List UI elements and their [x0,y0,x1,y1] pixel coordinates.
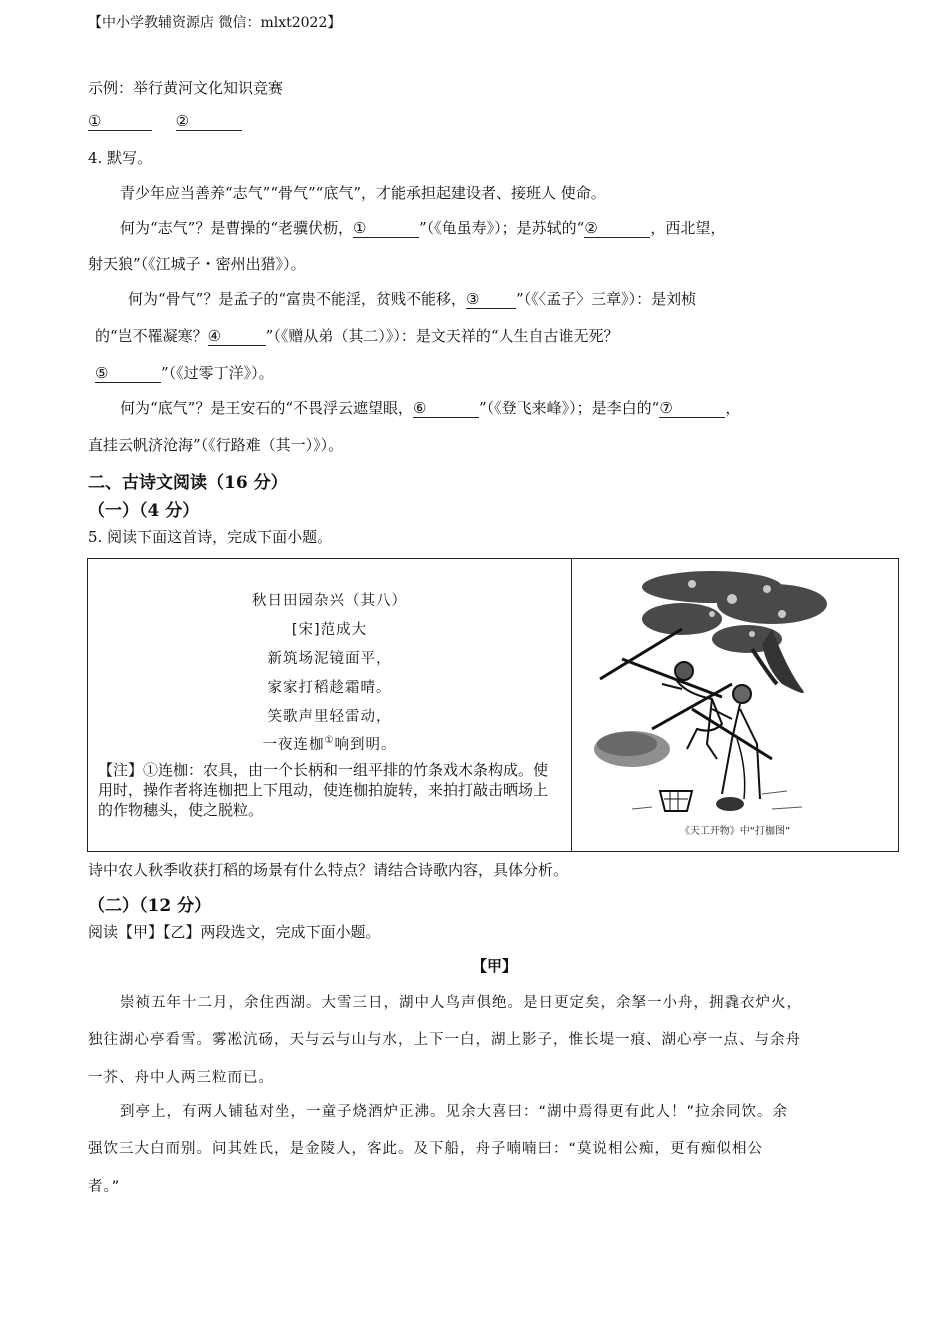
section2-title: 二、古诗文阅读（16 分） [88,473,288,493]
threshing-illustration [572,559,898,851]
blank-1[interactable]: ① [88,112,152,131]
q4-line5 [95,362,274,383]
q4-line3 [128,288,696,309]
part2-title: （二）（12 分） [88,896,212,916]
q4-line6-text-e: ， [725,399,741,417]
passage-p1-line3: 一芥、舟中人两三粒而已。 [88,1070,274,1086]
q4-line3-text-a: 何为“骨气”？是孟子的“富贵不能淫，贫贱不能移， [128,290,467,308]
jia-label: 【甲】 [472,957,518,975]
passage-p1-line2: 独往湖心亭看雪。雾凇沆砀，天与云与山与水，上下一白，湖上影子，惟长堤一痕、湖心亭一点、与余舟 [88,1032,801,1048]
poem-line-3: 笑歌声里轻雷动， [267,709,392,725]
poem-note: 【注】①连枷：农具，由一个长柄和一组平排的竹条戏木条构成。使用时，操作者将连枷把上下甩动，使连枷拍旋转，来拍打敲击晒场上的作物穗头，使之脱粒。 [98,761,549,819]
blank-q4-1[interactable]: ① [353,219,419,238]
passage-p2-line3: 者。” [88,1179,121,1195]
example-blanks [88,112,242,131]
q4-title: 4. 默写。 [88,149,153,167]
blank-q4-4[interactable]: ④ [208,327,266,346]
q4-line3-text-c: ”（《〈孟子〉三章》）：是刘桢 [516,290,697,308]
blank-q4-7[interactable]: ⑦ [659,399,725,418]
poem-cell [88,559,572,851]
q5-question: 诗中农人秋季收获打稻的场景有什么特点？请结合诗歌内容，具体分析。 [88,861,569,879]
read-intro: 阅读【甲】【乙】两段选文，完成下面小题。 [88,923,381,941]
q4-line1-text-c: ”（《龟虽寿》）；是苏轼的“ [419,219,585,237]
poem-author: [宋]范成大 [291,622,368,638]
blank-q4-3[interactable]: ③ [466,290,516,309]
q4-line6 [120,397,740,418]
q4-line7: 直挂云帆济沧海”（《行路难（其一）》）。 [88,436,344,454]
q4-line1-text-a: 何为“志气”？是曹操的“老骥伏枥， [120,219,354,237]
q4-line6-text-c: ”（《登飞来峰》）；是李白的“ [479,399,660,417]
header-watermark: 【中小学教辅资源店 微信：mlxt2022】 [88,15,342,31]
passage-p2-line1: 到亭上，有两人铺毡对坐，一童子烧酒炉正沸。见余大喜曰：“湖中焉得更有此人！”拉余同饮。余 [120,1104,789,1120]
example-label: 示例：举行黄河文化知识竞赛 [88,79,284,97]
poem-line-4 [88,733,571,754]
passage-p2-line2: 强饮三大白而别。问其姓氏，是金陵人，客此。及下船，舟子喃喃曰：“莫说相公痴，更有痴似相公 [88,1141,764,1157]
q4-intro: 青少年应当善养“志气”“骨气”“底气”，才能承担起建设者、接班人 使命。 [120,184,606,202]
poem-line-4-a: 一夜连枷 [262,737,325,753]
passage-p1-line1: 崇祯五年十二月，余住西湖。大雪三日，湖中人鸟声俱绝。是日更定矣，余拏一小舟，拥毳衣炉火， [120,995,802,1011]
poem-footnote-mark: ① [324,735,335,747]
illustration-cell [572,559,898,851]
q4-line4-text-c: ”（《赠从弟（其二）》）：是文天祥的“人生自古谁无死？ [265,327,619,345]
poem-table [87,558,899,852]
q4-line4-text-a: 的“岂不罹凝寒？ [95,327,208,345]
blank-q4-2[interactable]: ② [584,219,650,238]
illustration-caption: 《天工开物》中“打枷图” [679,826,791,837]
poem-title: 秋日田园杂兴（其八） [252,593,407,609]
blank-2[interactable]: ② [176,112,242,131]
q5-title: 5. 阅读下面这首诗，完成下面小题。 [88,528,333,546]
blank-q4-6[interactable]: ⑥ [413,399,479,418]
q4-line2: 射天狼”（《江城子・密州出猎》）。 [88,255,306,273]
q4-line1 [120,217,725,238]
part1-title: （一）（4 分） [88,501,200,521]
poem-line-1: 新筑场泥镜面平， [267,651,392,667]
q4-line5-text-c: ”（《过零丁洋》）。 [161,364,274,382]
q4-line6-text-a: 何为“底气”？是王安石的“不畏浮云遮望眼， [120,399,414,417]
blank-q4-5[interactable]: ⑤ [95,364,161,383]
poem-line-4-b: 响到明。 [334,737,397,753]
q4-line1-text-d: ，西北望， [650,219,726,237]
poem-line-2: 家家打稻趁霜晴。 [267,680,392,696]
q4-line4 [95,325,619,346]
